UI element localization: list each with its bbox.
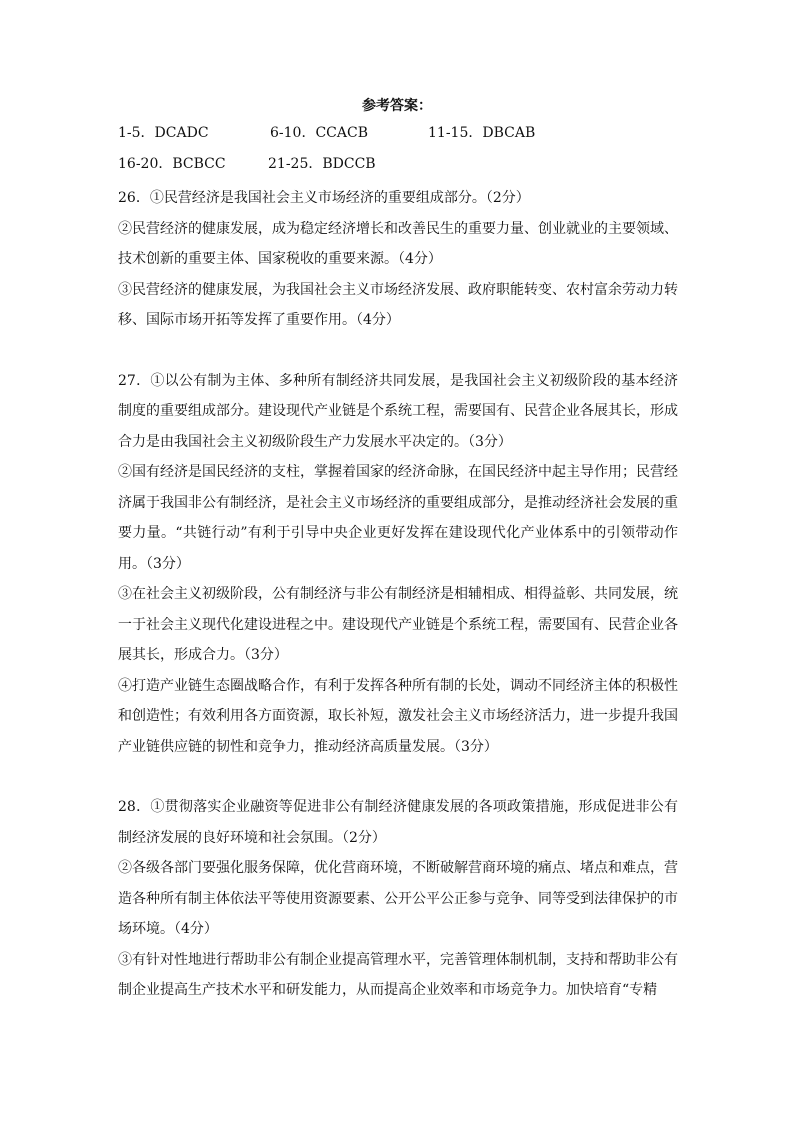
q26-point-1: 26．①民营经济是我国社会主义市场经济的重要组成部分。（2分）: [118, 190, 530, 206]
mc-answer-group: 1-5．DCADC: [118, 125, 209, 141]
answer-content: [118, 183, 678, 1006]
q26-point-2: ②民营经济的健康发展，成为稳定经济增长和改善民生的重要力量、创业就业的主要领域、技术创新的重要主体、国家税收的重要来源。（4分）: [118, 220, 678, 267]
mc-answer-group: 16-20．BCBCC: [118, 156, 226, 172]
q26-point-3: ③民营经济的健康发展，为我国社会主义市场经济发展、政府职能转变、农村富余劳动力转移、国际市场开拓等发挥了重要作用。（4分）: [118, 281, 678, 328]
mc-answer-group: 6-10．CCACB: [270, 125, 368, 141]
q28-point-3: ③有针对性地进行帮助非公有制企业提高管理水平，完善管理体制机制，支持和帮助非公有制企业提高生产技术水平和研发能力，从而提高企业效率和市场竞争力。加快培育“专精: [118, 951, 678, 998]
q28-point-2: ②各级各部门要强化服务保障，优化营商环境，不断破解营商环境的痛点、堵点和难点，营造各种所有制主体依法平等使用资源要素、公开公平公正参与竞争、同等受到法律保护的市场环境。（4分）: [118, 860, 678, 937]
section-gap: [118, 336, 678, 366]
q28-point-1: 28．①贯彻落实企业融资等促进非公有制经济健康发展的各项政策措施，形成促进非公有制经济发展的良好环境和社会氛围。（2分）: [118, 799, 678, 846]
section-gap: [118, 762, 678, 792]
q27-point-3: ③在社会主义初级阶段，公有制经济与非公有制经济是相辅相成、相得益彰、共同发展，统一于社会主义现代化建设进程之中。建设现代产业链是个系统工程，需要国有、民营企业各展其长，形成合力。（3分）: [118, 586, 678, 663]
mc-answer-group: 21-25．BDCCB: [268, 156, 376, 172]
page-title: 参考答案：: [362, 98, 432, 114]
mc-answer-group: 11-15．DBCAB: [428, 125, 536, 141]
q27-point-1: 27．①以公有制为主体、多种所有制经济共同发展，是我国社会主义初级阶段的基本经济制度的重要组成部分。建设现代产业链是个系统工程，需要国有、民营企业各展其长，形成合力是由我国社会主义初级阶段生产力发展水平决定的。（3分）: [118, 372, 678, 450]
q27-point-2: ②国有经济是国民经济的支柱，掌握着国家的经济命脉，在国民经济中起主导作用；民营经济属于我国非公有制经济，是社会主义市场经济的重要组成部分，是推动经济社会发展的重要力量。“共链行动”有利于引导中央企业更好发挥在建设现代化产业体系中的引领带动作用。（3分）: [118, 464, 678, 572]
q27-point-4: ④打造产业链生态圈战略合作，有利于发挥各种所有制的长处，调动不同经济主体的积极性和创造性；有效利用各方面资源，取长补短，激发社会主义市场经济活力，进一步提升我国产业链供应链的韧性和竞争力，推动经济高质量发展。（3分）: [118, 677, 678, 755]
